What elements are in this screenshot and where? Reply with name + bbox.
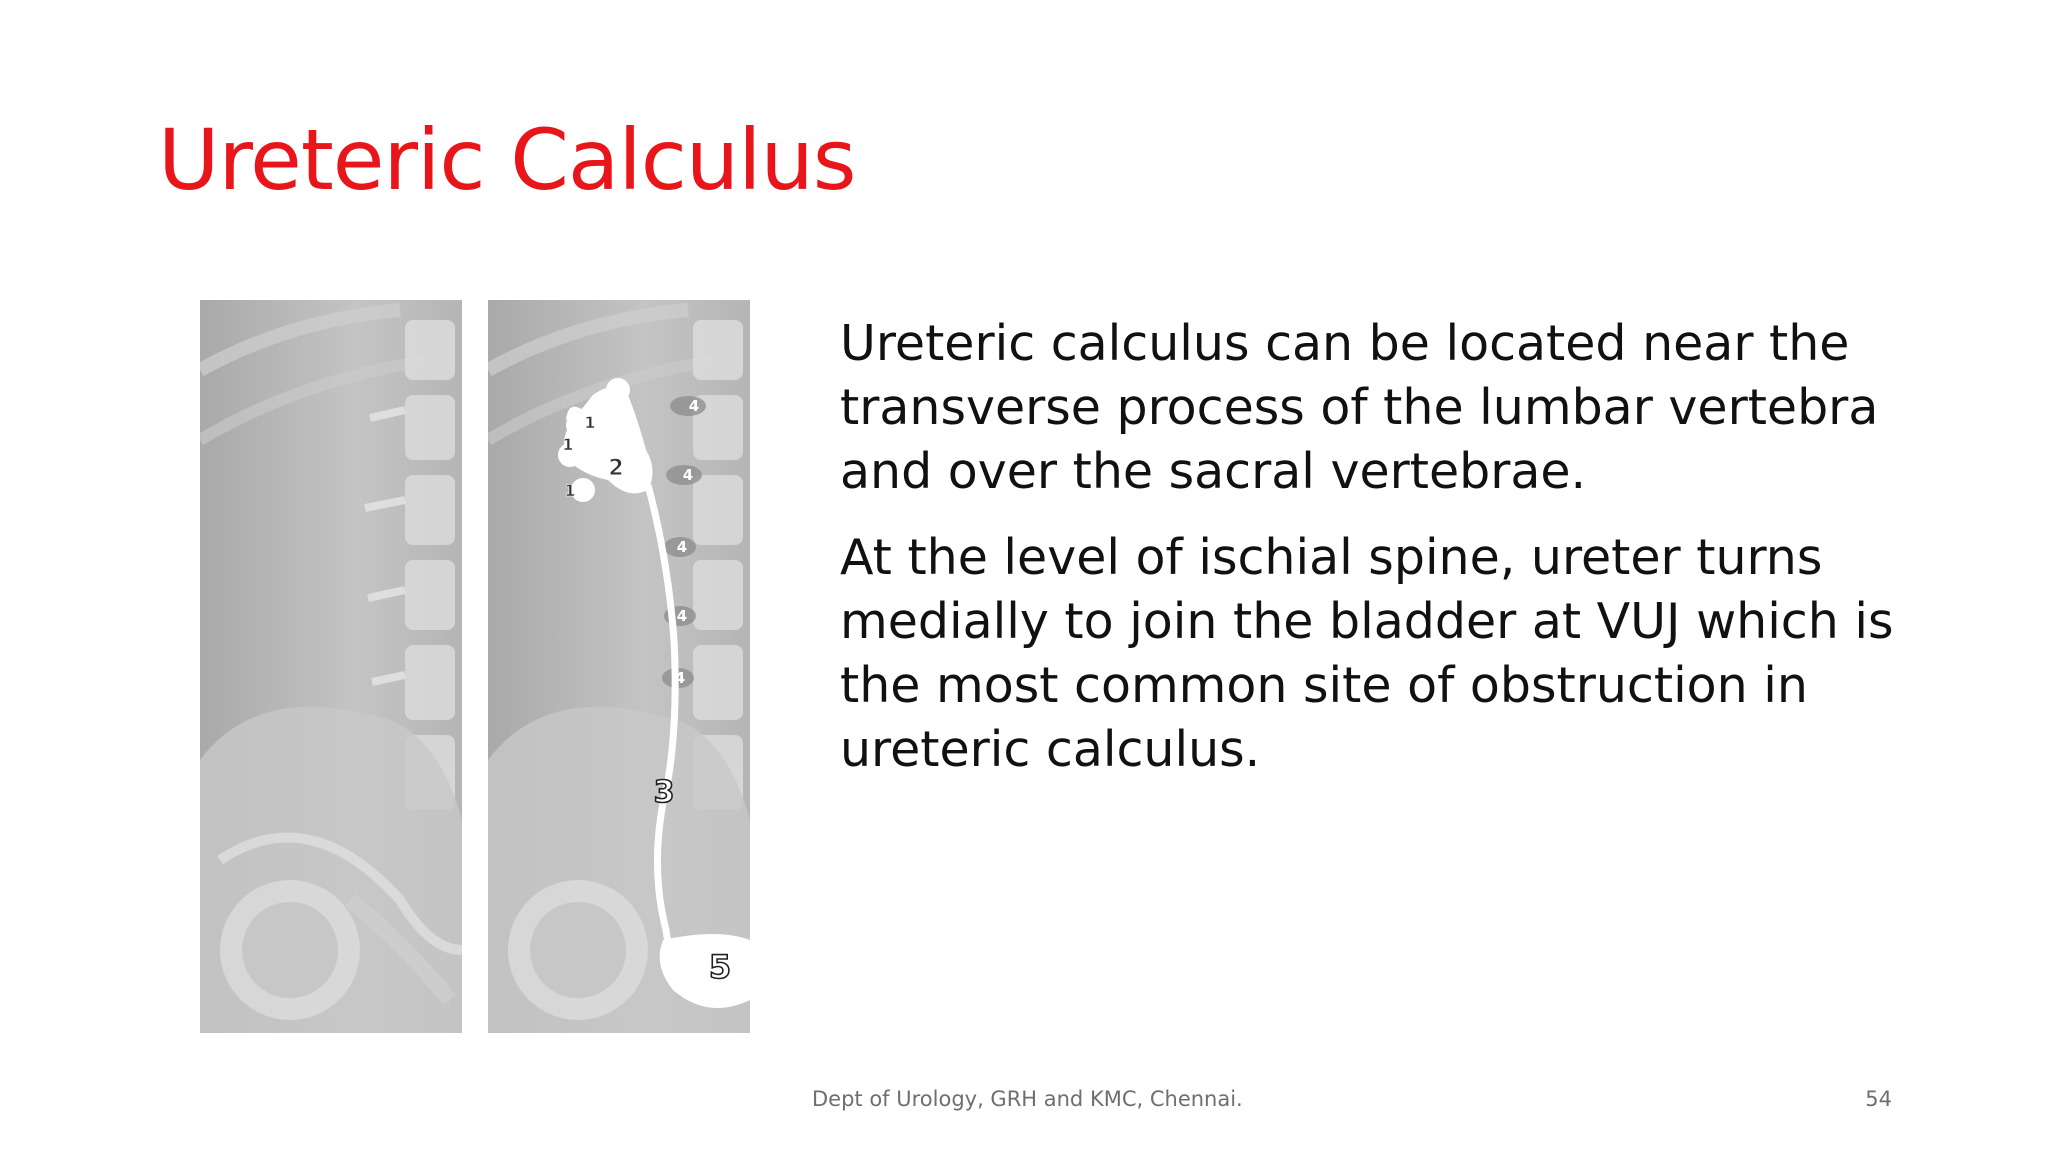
marker-renal-pelvis: 2 xyxy=(608,456,624,481)
marker-calyx-b: 1 xyxy=(562,435,574,454)
slide-body xyxy=(840,312,1920,804)
slide-footer: Dept of Urology, GRH and KMC, Chennai. xyxy=(812,1087,1243,1111)
paragraph-1: Ureteric calculus can be located near the transverse process of the lumbar vertebra and over the sacral vertebrae. xyxy=(840,315,1879,500)
marker-transverse-d: 4 xyxy=(676,607,688,625)
slide-title: Ureteric Calculus xyxy=(158,111,856,209)
marker-calyx-c: 1 xyxy=(564,481,576,500)
plain-xray-image xyxy=(200,300,462,1033)
marker-bladder: 5 xyxy=(708,948,732,986)
annotated-xray-image xyxy=(488,300,750,1033)
marker-transverse-a: 4 xyxy=(688,397,700,415)
paragraph-2: At the level of ischial spine, ureter turns medially to join the bladder at VUJ which is the most common site of obstruction in ureteric calculus. xyxy=(840,529,1894,778)
marker-pelvic-ureter: 3 xyxy=(653,775,675,810)
marker-transverse-e: 4 xyxy=(674,669,686,687)
page-number: 54 xyxy=(1865,1087,1892,1111)
marker-calyx-a: 1 xyxy=(584,413,596,432)
marker-transverse-b: 4 xyxy=(682,466,694,484)
marker-transverse-c: 4 xyxy=(676,538,688,556)
